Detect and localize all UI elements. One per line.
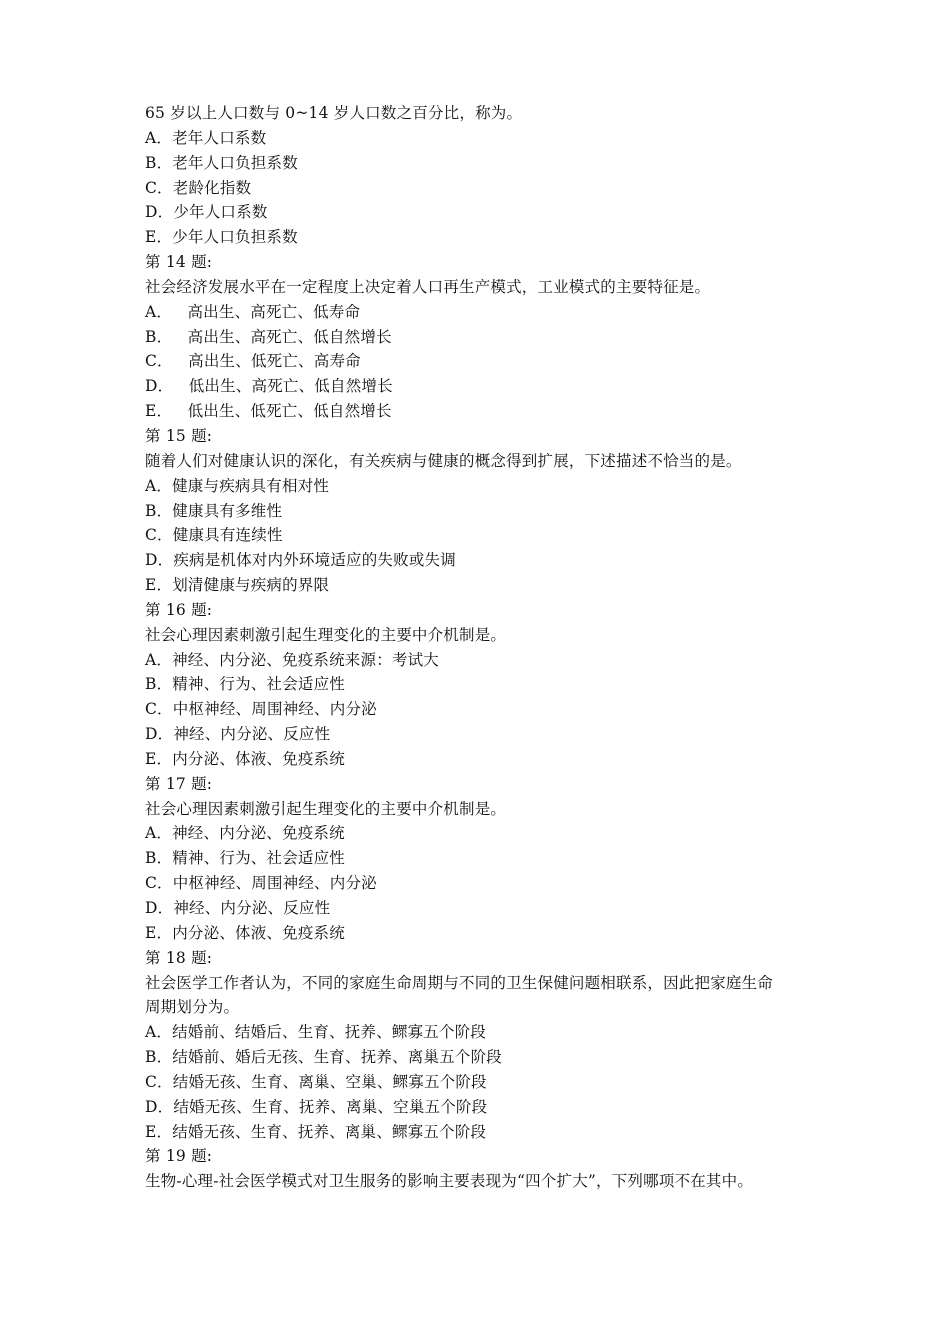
- q14-stem: 社会经济发展水平在一定程度上决定着人口再生产模式，工业模式的主要特征是。: [145, 277, 711, 296]
- q14-option-e: E． 低出生、低死亡、低自然增长: [145, 402, 392, 421]
- q14-heading: 第 14 题:: [145, 253, 213, 272]
- q18-option-a: A．结婚前、结婚后、生育、抚养、鳏寡五个阶段: [145, 1023, 487, 1042]
- q19-heading: 第 19 题:: [145, 1147, 213, 1166]
- q18-option-b: B．结婚前、婚后无孩、生育、抚养、离巢五个阶段: [145, 1048, 502, 1067]
- document-page: [145, 101, 825, 1194]
- q17-option-c: C．中枢神经、周围神经、内分泌: [145, 874, 377, 893]
- q15-option-a: A．健康与疾病具有相对性: [145, 476, 330, 495]
- q18-heading: 第 18 题:: [145, 948, 213, 967]
- q18-stem-line2: 周期划分为。: [145, 998, 240, 1017]
- q17-option-d: D．神经、内分泌、反应性: [145, 899, 331, 917]
- q15-option-e: E．划清健康与疾病的界限: [145, 576, 330, 595]
- q16-option-e: E．内分泌、体液、免疫系统: [145, 749, 345, 768]
- q15-heading: 第 15 题:: [145, 426, 213, 445]
- q18-option-d: D．结婚无孩、生育、抚养、离巢、空巢五个阶段: [145, 1097, 488, 1116]
- q17-stem: 社会心理因素刺激引起生理变化的主要中介机制是。: [145, 799, 507, 818]
- q13-option-e: E．少年人口负担系数: [145, 228, 298, 247]
- q14-option-b: B． 高出生、高死亡、低自然增长: [145, 327, 392, 346]
- q18-option-e: E．结婚无孩、生育、抚养、离巢、鳏寡五个阶段: [145, 1122, 487, 1141]
- q18-option-c: C．结婚无孩、生育、离巢、空巢、鳏寡五个阶段: [145, 1072, 487, 1091]
- q13-stem: 65 岁以上人口数与 0~14 岁人口数之百分比，称为。: [145, 104, 523, 122]
- q19-stem: 生物-心理-社会医学模式对卫生服务的影响主要表现为“四个扩大”，下列哪项不在其中。: [145, 1172, 754, 1191]
- q17-option-e: E．内分泌、体液、免疫系统: [145, 923, 345, 942]
- q18-stem-line1: 社会医学工作者认为，不同的家庭生命周期与不同的卫生保健问题相联系，因此把家庭生命: [145, 973, 774, 992]
- q16-option-b: B．精神、行为、社会适应性: [145, 675, 345, 694]
- q15-stem: 随着人们对健康认识的深化，有关疾病与健康的概念得到扩展，下述描述不恰当的是。: [145, 451, 742, 470]
- q17-option-a: A．神经、内分泌、免疫系统: [145, 824, 345, 843]
- q17-option-b: B．精神、行为、社会适应性: [145, 849, 345, 868]
- q16-option-c: C．中枢神经、周围神经、内分泌: [145, 700, 377, 719]
- q13-option-b: B．老年人口负担系数: [145, 153, 298, 172]
- q14-option-a: A． 高出生、高死亡、低寿命: [145, 302, 361, 321]
- q15-option-c: C．健康具有连续性: [145, 526, 283, 545]
- q17-heading: 第 17 题:: [145, 774, 213, 793]
- q13-option-d: D．少年人口系数: [145, 203, 268, 222]
- q16-option-a: A．神经、内分泌、免疫系统来源：考试大: [145, 650, 439, 669]
- q14-option-c: C． 高出生、低死亡、高寿命: [145, 352, 361, 371]
- q15-option-b: B．健康具有多维性: [145, 501, 283, 520]
- q14-option-d: D． 低出生、高死亡、低自然增长: [145, 377, 393, 396]
- q15-option-d: D．疾病是机体对内外环境适应的失败或失调: [145, 551, 456, 570]
- q16-option-d: D．神经、内分泌、反应性: [145, 725, 331, 744]
- q13-option-c: C．老龄化指数: [145, 178, 252, 197]
- q13-option-a: A．老年人口系数: [145, 128, 267, 147]
- q16-heading: 第 16 题:: [145, 600, 213, 619]
- q16-stem: 社会心理因素刺激引起生理变化的主要中介机制是。: [145, 625, 507, 644]
